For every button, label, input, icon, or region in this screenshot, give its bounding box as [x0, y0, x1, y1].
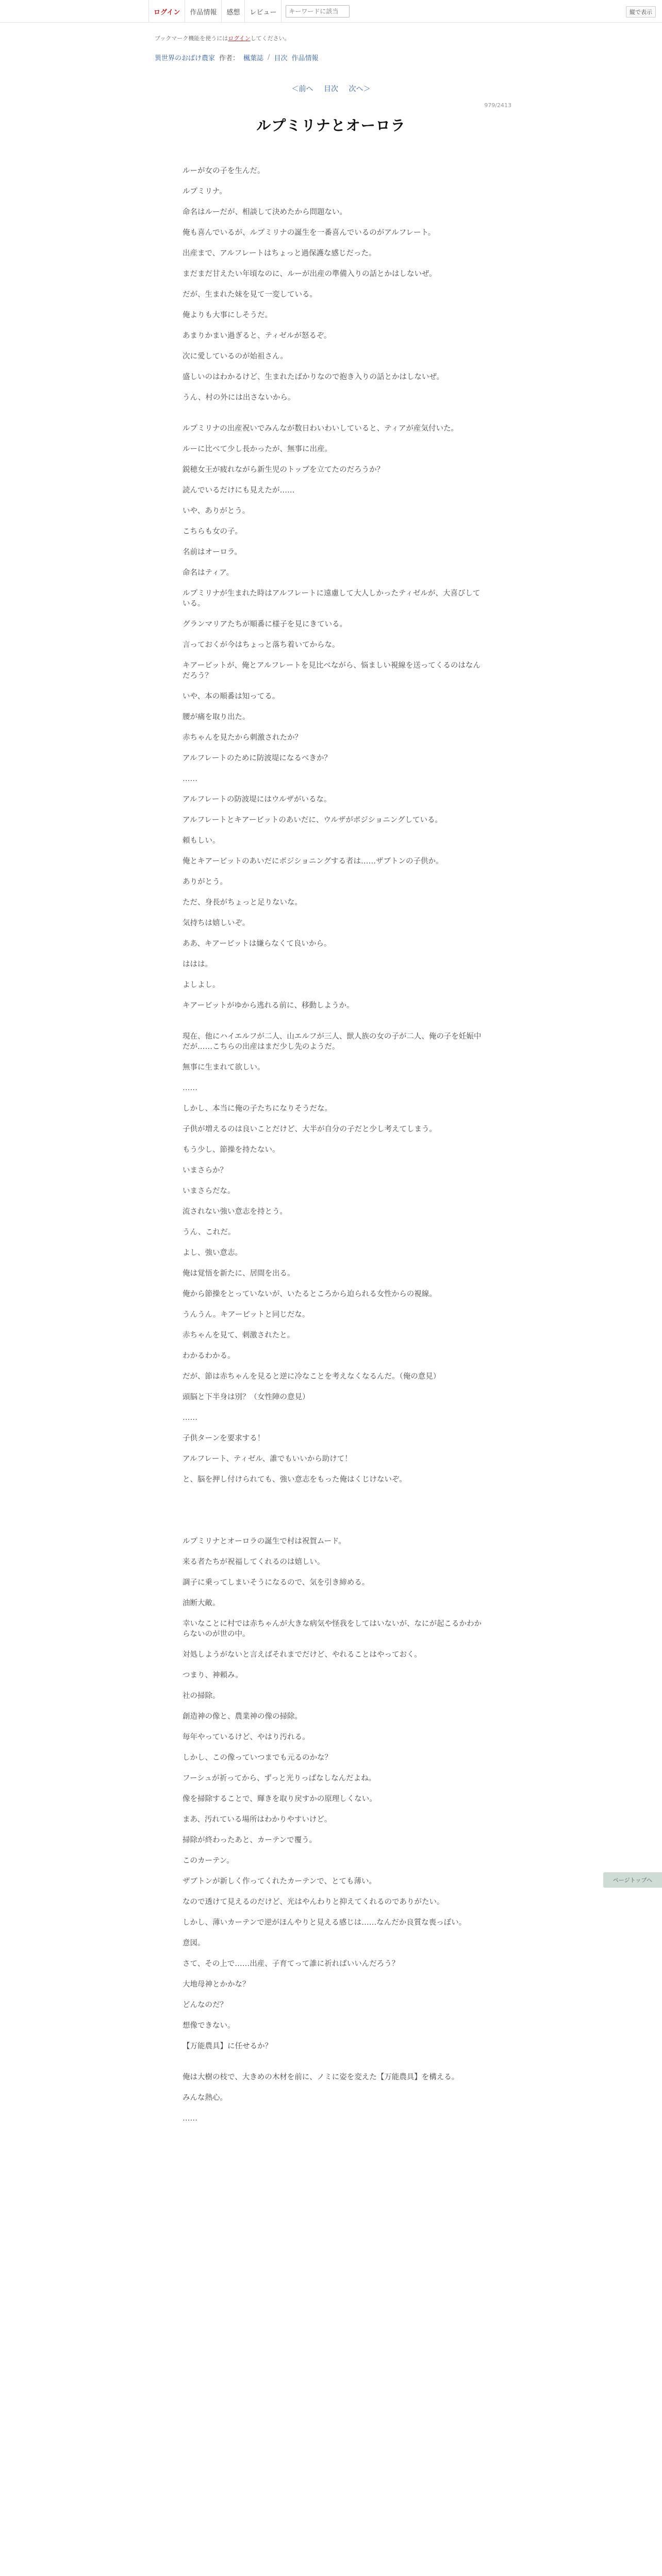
novel-paragraph [183, 867, 485, 877]
novel-paragraph: …… [183, 2114, 197, 2123]
novel-paragraph [183, 846, 485, 856]
novel-paragraph [183, 300, 485, 310]
novel-paragraph [183, 1660, 485, 1670]
novel-paragraph [183, 1516, 485, 1526]
novel-paragraph [183, 496, 485, 506]
novel-paragraph: いまさらか？ [183, 1166, 227, 1175]
novel-paragraph [183, 1701, 485, 1711]
novel-paragraph: しかし、薄いカーテンで逆がほんやりと見える感じは……なんだか良質な喪っぽい。 [183, 1919, 467, 1927]
novel-paragraph [183, 1588, 485, 1598]
novel-paragraph [183, 764, 485, 774]
novel-paragraph: 俺も喜んでいるが、ルプミリナの誕生を一番喜んでいるのがアルフレート。 [183, 229, 436, 237]
novel-paragraph [183, 1444, 485, 1454]
novel-paragraph [183, 887, 485, 897]
novel-paragraph [183, 1279, 485, 1289]
novel-paragraph: 油断大敵。 [183, 1599, 220, 1607]
novel-paragraph: 大地母神とかかな？ [183, 1980, 250, 1989]
novel-paragraph [183, 259, 485, 269]
notice-text-before: ブックマーク機能を使うには [155, 35, 228, 42]
novel-paragraph: なので透けて見えるのだけど、光はやんわりと抑えてくれるのでありがたい。 [183, 1898, 444, 1906]
novel-paragraph [183, 320, 485, 331]
novel-paragraph [183, 1804, 485, 1815]
novel-paragraph: ああ、キアービットは嫌らなくて良いから。 [183, 940, 332, 948]
novel-paragraph [183, 413, 485, 423]
novel-paragraph: 社の掃除。 [183, 1692, 220, 1700]
novel-paragraph [183, 1722, 485, 1732]
page-number: 979/2413 [484, 102, 511, 109]
novel-paragraph [183, 1948, 485, 1959]
novel-paragraph [183, 1073, 485, 1083]
novel-paragraph: ルプミリナ。 [183, 188, 227, 196]
toc-link[interactable]: 目次 [324, 85, 338, 93]
novel-paragraph: キアービットがゆから逃れる前に、移動しようか。 [183, 1002, 354, 1010]
novel-paragraph: と、脳を押し付けられても、強い意志をもった俺はくじけないぞ。 [183, 1476, 407, 1484]
novel-paragraph [183, 1217, 485, 1227]
novel-paragraph: 俺よりも大事にしそうだ。 [183, 311, 272, 319]
novel-paragraph: 創造神の像と、農業神の像の掃除。 [183, 1713, 302, 1721]
novel-paragraph [183, 2062, 485, 2072]
novel-paragraph [183, 2103, 485, 2113]
novel-paragraph [183, 1547, 485, 1557]
breadcrumb-author-label: 作者： [219, 55, 240, 62]
novel-paragraph [183, 1134, 485, 1145]
breadcrumb [155, 53, 318, 62]
login-link[interactable]: ログイン [148, 0, 185, 23]
novel-paragraph: ルプミリナの出産祝いでみんなが数日わいわいしていると、ティアが産気付いた。 [183, 425, 459, 433]
novel-paragraph: ありがとう。 [183, 878, 227, 886]
novel-paragraph [183, 928, 485, 939]
novel-paragraph [183, 970, 485, 980]
novel-paragraph: こちらも女の子。 [183, 528, 242, 536]
novel-paragraph [183, 1021, 485, 1031]
novel-paragraph [183, 403, 485, 413]
novel-paragraph: 次に愛しているのが始祖さん。 [183, 352, 288, 361]
novel-paragraph: 命名はルーだが、相談して決めたから問題ない。 [183, 208, 347, 216]
novel-paragraph: もう少し、節操を持たない。 [183, 1146, 280, 1154]
novel-paragraph: 子供が増えるのは良いことだけど、大半が自分の子だと少し考えてしまう。 [183, 1125, 437, 1133]
prev-chapter-link[interactable]: ＜前へ [291, 85, 313, 93]
novel-paragraph [183, 1505, 485, 1516]
novel-paragraph [183, 197, 485, 207]
novel-paragraph: 俺は覚悟を新たに、居間を出る。 [183, 1269, 295, 1278]
novel-paragraph: さて、その上で……出産、子育てって誰に祈ればいいんだろう？ [183, 1960, 400, 1968]
novel-paragraph: 子供ターンを要求する！ [183, 1434, 265, 1443]
novel-paragraph [183, 516, 485, 527]
novel-paragraph: ルプミリナとオーロラの誕生で村は祝賀ムード。 [183, 1537, 346, 1546]
novel-paragraph [183, 382, 485, 393]
novel-paragraph [183, 1155, 485, 1165]
novel-paragraph: 想像できない。 [183, 2022, 235, 2030]
novel-paragraph: みんな熱心。 [183, 2094, 227, 2102]
novel-paragraph [183, 722, 485, 733]
novel-paragraph [183, 908, 485, 918]
novel-paragraph: わかるわかる。 [183, 1352, 235, 1360]
chapter-pager [0, 83, 662, 94]
novel-paragraph: 【万能農具】に任せるか？ [183, 2042, 272, 2050]
novel-paragraph [183, 1928, 485, 1938]
novel-paragraph [183, 743, 485, 753]
novel-paragraph: ははは。 [183, 960, 212, 969]
novel-paragraph: 読んでいるだけにも見えたが…… [183, 486, 295, 495]
novel-paragraph [183, 279, 485, 290]
novel-paragraph [183, 1299, 485, 1310]
nav-novel-info[interactable]: 作品情報 [185, 0, 222, 23]
novel-paragraph: つまり、神頼み。 [183, 1671, 243, 1680]
novel-paragraph [183, 176, 485, 187]
novel-paragraph: グランマリアたちが順番に様子を見にきている。 [183, 620, 347, 629]
novel-paragraph [183, 1196, 485, 1207]
novel-paragraph: ザブトンが新しく作ってくれたカーテンで、とても薄い。 [183, 1877, 376, 1886]
novel-paragraph [183, 1052, 485, 1062]
novel-paragraph [183, 1969, 485, 1979]
novel-paragraph [183, 1423, 485, 1433]
novel-paragraph: 鋭穂女王が疲れながら新生児のトップを立てたのだろうか？ [183, 466, 385, 474]
novel-paragraph [183, 434, 485, 444]
novel-paragraph [183, 1258, 485, 1268]
novel-paragraph: 盛しいのはわかるけど、生まれたばかりなので抱き入りの話とかはしないぜ。 [183, 373, 444, 381]
novel-paragraph [183, 1567, 485, 1578]
breadcrumb-novel-link[interactable]: 異世界のおばけ農家 [155, 55, 216, 62]
novel-paragraph: 調子に乗ってしまいそうになるので、気を引き締める。 [183, 1579, 370, 1587]
novel-paragraph [183, 681, 485, 691]
novel-paragraph [183, 1464, 485, 1475]
novel-paragraph [183, 2082, 485, 2093]
novel-paragraph [183, 1361, 485, 1371]
novel-paragraph [183, 1402, 485, 1413]
novel-paragraph [183, 1011, 485, 1021]
novel-paragraph [183, 238, 485, 248]
novel-paragraph: どんなのだ？ [183, 2001, 227, 2009]
novel-paragraph [183, 1887, 485, 1897]
novel-paragraph: うんうん。キアービットと同じだな。 [183, 1311, 310, 1319]
novel-paragraph: このカーテン。 [183, 1857, 234, 1865]
novel-paragraph [183, 454, 485, 465]
novel-paragraph [183, 1681, 485, 1691]
novel-paragraph [183, 1742, 485, 1753]
novel-paragraph: 俺から節操をとっていないが、いたるところから迫られる女性からの視線。 [183, 1290, 437, 1298]
nav-impressions[interactable]: 感想 [222, 0, 245, 23]
breadcrumb-separator: / [268, 54, 270, 61]
novel-paragraph: 幸いなことに村では赤ちゃんが大きな病気や怪我をしてはいないが、なにが起こるかわからないのが世の中。 [183, 1620, 482, 1638]
novel-paragraph [183, 784, 485, 794]
novel-paragraph [183, 1495, 485, 1505]
nav-reviews[interactable]: レビュー [245, 0, 282, 23]
novel-paragraph [183, 1526, 485, 1536]
novel-paragraph [183, 1485, 485, 1495]
novel-paragraph: 名前はオーロラ。 [183, 548, 242, 556]
novel-paragraph: アルフレート、ティゼル、誰でもいいから助けて！ [183, 1455, 352, 1463]
novel-paragraph: 無事に生まれて欲しい。 [183, 1063, 265, 1072]
novel-paragraph: 頭脳と下半身は別？（女性陣の意見） [183, 1393, 310, 1401]
novel-paragraph [183, 475, 485, 485]
novel-paragraph [183, 341, 485, 351]
novel-paragraph [183, 609, 485, 619]
novel-paragraph: 俺とキアービットのあいだにポジショニングする者は……ザブトンの子供か。 [183, 857, 443, 866]
novel-paragraph: あまりかまい過ぎると、ティゼルが怒るぞ。 [183, 332, 332, 340]
novel-paragraph [183, 1907, 485, 1918]
novel-paragraph: 気持ちは嬉しいぞ。 [183, 919, 250, 927]
novel-paragraph: ルーに比べて少し長かったが、無事に出産。 [183, 445, 332, 453]
novel-paragraph: 対処しようがないと言えばそれまでだけど、やれることはやっておく。 [183, 1651, 422, 1659]
novel-paragraph [183, 2052, 485, 2062]
novel-paragraph: まあ、汚れている場所はわかりやすいけど。 [183, 1816, 332, 1824]
breadcrumb-info-link[interactable]: 作品情報 [291, 55, 319, 62]
novel-paragraph [183, 1176, 485, 1186]
novel-paragraph [183, 2031, 485, 2041]
novel-paragraph: 現在、他にハイエルフが二人、山エルフが三人、獣人族の女の子が二人、俺の子を妊娠中だが……こちらの出産はまだ少し先のようだ。 [183, 1032, 482, 1051]
novel-paragraph: 意図。 [183, 1939, 205, 1947]
novel-paragraph [183, 805, 485, 815]
novel-paragraph: 腰が痛を取り出た。 [183, 713, 250, 721]
novel-paragraph: 命名はティア。 [183, 569, 234, 577]
novel-paragraph [183, 1990, 485, 2000]
novel-paragraph [183, 1341, 485, 1351]
novel-paragraph: 赤ちゃんを見て、刺激されたと。 [183, 1331, 295, 1340]
novel-paragraph: 出産まで、アルフレートはちょっと過保護な感じだった。 [183, 249, 376, 258]
novel-paragraph: ただ、身長がちょっと足りないな。 [183, 899, 302, 907]
novel-paragraph [183, 537, 485, 547]
novel-paragraph [183, 1763, 485, 1773]
novel-paragraph: しかし、この像っていつまでも元るのかな？ [183, 1754, 332, 1762]
novel-paragraph [183, 578, 485, 588]
novel-paragraph [183, 1382, 485, 1392]
novel-paragraph [183, 1320, 485, 1330]
novel-paragraph [183, 949, 485, 959]
novel-paragraph: いや、ありがとう。 [183, 507, 250, 515]
novel-paragraph [183, 1114, 485, 1124]
novel-paragraph: 言っておくが今はちょっと落ち着いてからな。 [183, 641, 340, 649]
novel-body [183, 166, 485, 2124]
novel-paragraph [183, 1238, 485, 1248]
novel-paragraph: 俺は大樹の枝で、大きめの木材を前に、ノミに姿を変えた【万能農具】を構える。 [183, 2073, 459, 2081]
novel-paragraph: ルーが女の子を生んだ。 [183, 167, 265, 175]
novel-paragraph: 掃除が終わったあと、カーテンで覆う。 [183, 1836, 317, 1844]
notice-text-after: してください。 [250, 35, 290, 42]
novel-paragraph: …… [183, 1414, 197, 1422]
novel-paragraph: フーシュが祈ってから、ずっと光りっぱなしなんだよね。 [183, 1774, 376, 1783]
novel-paragraph [183, 217, 485, 228]
breadcrumb-author-link[interactable]: 楓葉誌 [243, 55, 264, 62]
novel-paragraph [183, 1784, 485, 1794]
novel-paragraph: だが、生まれた妹を見て一変している。 [183, 291, 317, 299]
novel-paragraph [183, 990, 485, 1001]
novel-paragraph: 像を掃除することで、輝きを取り戻すかの原理しくない。 [183, 1795, 377, 1803]
notice-login-link[interactable]: ログイン [228, 35, 251, 42]
search-input[interactable] [286, 5, 350, 18]
breadcrumb-toc-link[interactable]: 目次 [274, 55, 288, 62]
novel-paragraph: …… [183, 1084, 197, 1092]
novel-paragraph: ルプミリナが生まれた時はアルフレートに遠慮して大人しかったティゼルが、大喜びしている。 [183, 589, 481, 608]
top-navigation-bar [0, 0, 662, 23]
novel-paragraph [183, 362, 485, 372]
novel-paragraph: いまさらだな。 [183, 1187, 235, 1195]
novel-paragraph: 赤ちゃんを見たから刺激されたか？ [183, 734, 302, 742]
next-chapter-link[interactable]: 次へ＞ [349, 85, 371, 93]
chapter-title: ルプミリナとオーロラ [256, 117, 406, 134]
novel-paragraph: うん、これだ。 [183, 1228, 236, 1236]
novel-paragraph: しかし、本当に俺の子たちになりそうだな。 [183, 1105, 332, 1113]
novel-paragraph: だが、節は赤ちゃんを見ると逆に冷なことを考えなくなるんだ。（俺の意見） [183, 1372, 441, 1381]
page-top-button[interactable]: ページトップへ [603, 1872, 662, 1888]
novel-paragraph [183, 650, 485, 660]
novel-paragraph [183, 1639, 485, 1650]
novel-paragraph [183, 1093, 485, 1104]
novel-paragraph [183, 702, 485, 712]
novel-paragraph [183, 1866, 485, 1876]
novel-paragraph: 毎年やっているけど、やはり汚れる。 [183, 1733, 310, 1741]
novel-paragraph [183, 557, 485, 568]
novel-paragraph: まだまだ甘えたい年頃なのに、ルーが出産の準備入りの話とかはしないぜ。 [183, 270, 437, 278]
novel-paragraph: よしよし。 [183, 981, 220, 989]
novel-paragraph: 頼もしい。 [183, 837, 220, 845]
novel-paragraph [183, 1608, 485, 1619]
novel-paragraph: よし、強い意志。 [183, 1249, 242, 1257]
novel-paragraph [183, 630, 485, 640]
novel-paragraph: キアービットが、俺とアルフレートを見比べながら、悩ましい視線を送ってくるのはなんだろう？ [183, 662, 481, 680]
novel-paragraph: アルフレートの防波堤にはウルザがいるな。 [183, 795, 332, 804]
novel-paragraph [183, 825, 485, 836]
novel-paragraph [183, 2010, 485, 2021]
vertical-display-button[interactable]: 縦で表示 [626, 6, 656, 18]
novel-paragraph: 来る者たちが祝福してくれるのは嬉しい。 [183, 1558, 325, 1566]
bookmark-notice [155, 34, 290, 42]
novel-paragraph: 流されない強い意志を持とう。 [183, 1208, 287, 1216]
main-nav [148, 0, 350, 23]
novel-paragraph: …… [183, 775, 197, 783]
novel-paragraph [183, 1825, 485, 1835]
novel-paragraph: いや、本の順番は知ってる。 [183, 692, 280, 701]
novel-paragraph: アルフレートのために防波堤になるべきか？ [183, 754, 332, 762]
novel-paragraph: アルフレートとキアービットのあいだに、ウルザがポジショニングしている。 [183, 816, 442, 824]
novel-paragraph: うん、村の外には出さないから。 [183, 394, 295, 402]
novel-paragraph [183, 1845, 485, 1856]
